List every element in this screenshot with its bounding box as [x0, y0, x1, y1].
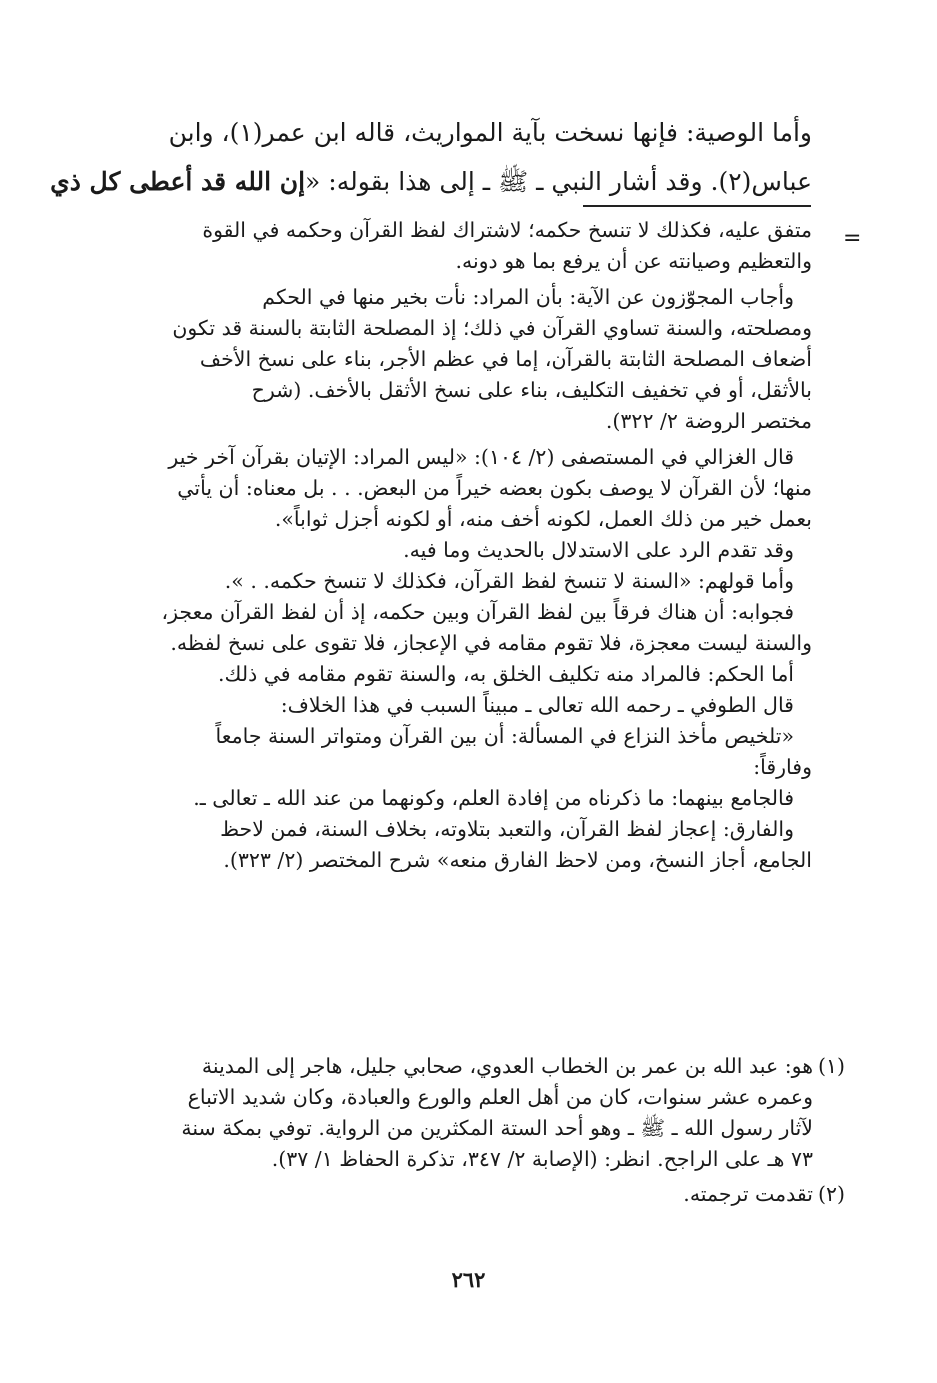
footnote-line: تقدمت ترجمته.: [683, 1182, 813, 1206]
note-line: وأما قولهم: «السنة لا تنسخ لفظ القرآن، فكذلك لا تنسخ حكمه. . ».: [224, 569, 794, 593]
note-line: وأجاب المجوّزون عن الآية: بأن المراد: نأت بخير منها في الحكم: [262, 285, 794, 309]
note-line: مختصر الروضة ٢/ ٣٢٢).: [605, 409, 812, 433]
note-line: بالأثقل، أو في تخفيف التكليف، بناء على نسخ الأثقل بالأخف. (شرح: [251, 378, 812, 402]
note-line: منها؛ لأن القرآن لا يوصف بكون بعضه خيراً من البعض. . . بل معناه: أن يأتي: [177, 476, 812, 500]
note-line: أضعاف المصلحة الثابتة بالقرآن، إما في عظم الأجر، بناء على نسخ الأخف: [199, 347, 812, 371]
footnote-number: (١): [817, 1054, 845, 1078]
note-line: فجوابه: أن هناك فرقاً بين لفظ القرآن وبين حكمه، إذ أن لفظ القرآن معجز،: [161, 600, 794, 624]
main-text: [50, 108, 812, 206]
note-line: أما الحكم: فالمراد منه تكليف الخلق به، والسنة تقوم مقامه في ذلك.: [218, 662, 794, 686]
footnotes: [100, 1051, 845, 1210]
footnote-line: ٧٣ هـ على الراجح. انظر: (الإصابة ٢/ ٣٤٧، تذكرة الحفاظ ١/ ٣٧).: [271, 1147, 813, 1171]
footnote-body: [100, 1051, 813, 1175]
footnote-1: [100, 1051, 845, 1175]
note-line: بعمل خير من ذلك العمل، لكونه أخف منه، أو لكونه أجزل ثواباً».: [274, 507, 812, 531]
note-line: والتعظيم وصيانته عن أن يرفع بما هو دونه.: [455, 249, 812, 273]
footnote-line: هو: عبد الله بن عمر بن الخطاب العدوي، صحابي جليل، هاجر إلى المدينة: [201, 1054, 813, 1078]
main-line-1: وأما الوصية: فإنها نسخت بآية المواريث، قاله ابن عمر(١)، وابن: [168, 118, 812, 147]
note-line: الجامع، أجاز النسخ، ومن لاحظ الفارق منعه» شرح المختصر (٢/ ٣٢٣).: [223, 848, 812, 872]
note-line: متفق عليه، فكذلك لا تنسخ حكمه؛ لاشتراك لفظ القرآن وحكمه في القوة: [202, 218, 812, 242]
note-line: وقد تقدم الرد على الاستدلال بالحديث وما فيه.: [403, 538, 794, 562]
footnote-body: [100, 1179, 813, 1210]
note-line: قال الطوفي ـ رحمه الله تعالى ـ مبيناً السبب في هذا الخلاف:: [280, 693, 794, 717]
footnote-number: (٢): [817, 1182, 845, 1206]
main-line-2: [50, 157, 812, 206]
note-line: فالجامع بينهما: ما ذكرناه من إفادة العلم، وكونهما من عند الله ـ تعالى ـ.: [193, 786, 794, 810]
note-line: قال الغزالي في المستصفى (٢/ ١٠٤): «ليس المراد: الإتيان بقرآن آخر خير: [168, 445, 794, 469]
main-line-2-text: عباس(٢). وقد أشار النبي ـ ﷺ ـ إلى هذا بقوله: «: [305, 167, 812, 196]
note-line: والفارق: إعجاز لفظ القرآن، والتعبد بتلاوته، بخلاف السنة، فمن لاحظ: [220, 817, 794, 841]
continuation-mark: =: [843, 226, 862, 251]
note-line: «تلخيص مأخذ النزاع في المسألة: أن بين القرآن ومتواتر السنة جامعاً: [215, 724, 794, 748]
footnote-separator: [583, 205, 811, 207]
footnote-line: لآثار رسول الله ـ ﷺ ـ وهو أحد الستة المكثرين من الرواية. توفي بمكة سنة: [181, 1116, 813, 1140]
continued-note: [100, 215, 812, 876]
footnote-2: [100, 1179, 845, 1210]
page-number: ٢٦٢: [451, 1267, 486, 1292]
footnote-line: وعمره عشر سنوات، كان من أهل العلم والورع والعبادة، وكان شديد الاتباع: [187, 1085, 813, 1109]
note-line: وفارقاً:: [753, 755, 812, 779]
note-line: ومصلحته، والسنة تساوي القرآن في ذلك؛ إذ المصلحة الثابتة بالسنة قد تكون: [172, 316, 812, 340]
hadith-quote-bold: إن الله قد أعطى كل ذي: [50, 167, 306, 196]
note-line: والسنة ليست معجزة، فلا تقوم مقامه في الإعجاز، فلا تقوى على نسخ لفظه.: [170, 631, 812, 655]
